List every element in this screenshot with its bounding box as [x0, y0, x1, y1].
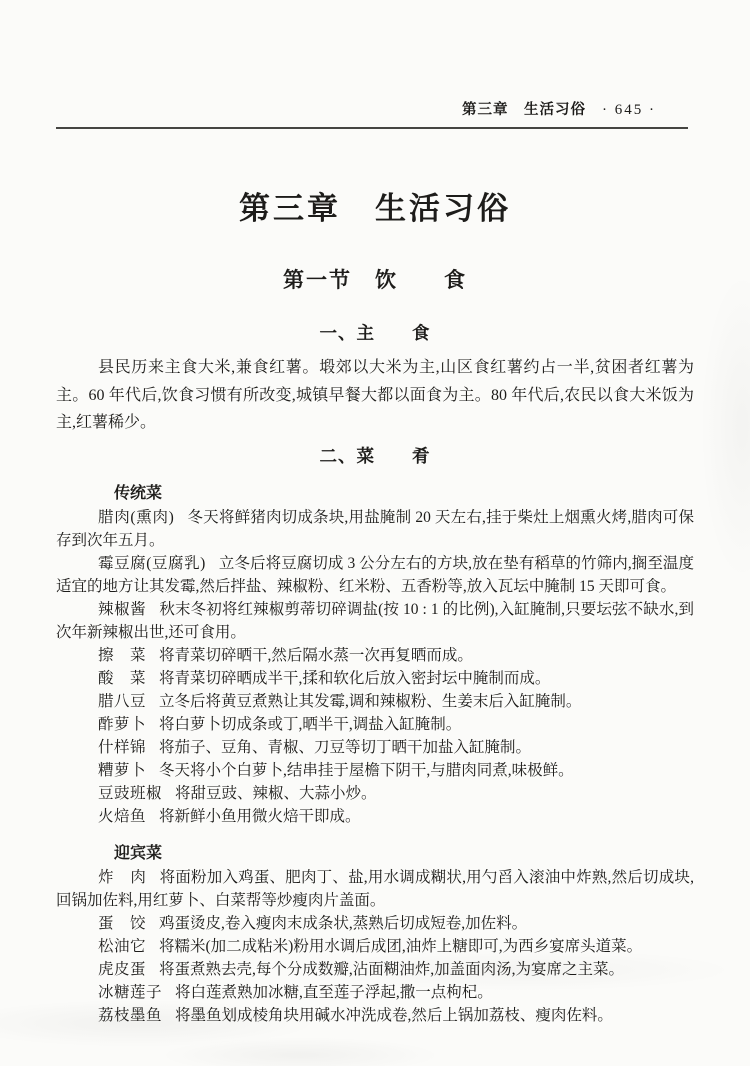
running-header-chapter: 第三章 生活习俗 — [462, 102, 586, 118]
dish-entry — [56, 805, 694, 828]
dish-name: 腊八豆 — [98, 692, 147, 710]
dish-entry — [56, 1004, 694, 1027]
dish-description: 将白莲煮熟加冰糖,直至莲子浮起,撒一点枸杞。 — [175, 983, 493, 1001]
dish-description: 冬天将鲜猪肉切成条块,用盐腌制 20 天左右,挂于柴灶上烟熏火烤,腊肉可保存到次年五月。 — [56, 508, 694, 549]
dish-name: 豆豉班椒 — [98, 784, 163, 802]
subsection-title-staple-food: 一、主 食 — [319, 323, 431, 343]
dish-entry — [56, 690, 694, 713]
dish-entry — [56, 782, 694, 805]
dish-name: 擦 菜 — [98, 646, 147, 664]
group-heading-welcome-dishes: 迎宾菜 — [114, 844, 163, 862]
dish-description: 将墨鱼划成棱角块用碱水冲洗成卷,然后上锅加荔枝、瘦肉佐料。 — [175, 1006, 613, 1024]
dish-name: 松油它 — [98, 937, 147, 955]
dish-name: 酢萝卜 — [98, 715, 147, 733]
dish-description: 秋末冬初将红辣椒剪蒂切碎调盐(按 10 : 1 的比例),入缸腌制,只要坛弦不缺水,到次年新辣椒出世,还可食用。 — [56, 600, 694, 641]
dish-entry — [56, 759, 694, 782]
dish-description: 将茄子、豆角、青椒、刀豆等切丁晒干加盐入缸腌制。 — [159, 738, 532, 756]
dish-entry — [56, 506, 694, 552]
dish-description: 将白萝卜切成条或丁,晒半干,调盐入缸腌制。 — [159, 715, 462, 733]
dish-entry — [56, 736, 694, 759]
dish-name: 霉豆腐(豆腐乳) — [98, 554, 206, 572]
running-header-page-number: · 645 · — [602, 102, 656, 118]
dish-entry — [56, 713, 694, 736]
dish-entry — [56, 958, 694, 981]
dish-entry — [56, 598, 694, 644]
running-header — [462, 101, 656, 119]
dish-description: 将面粉加入鸡蛋、肥肉丁、盐,用水调成糊状,用勺舀入滚油中炸熟,然后切成块,回锅加佐料,用红萝卜、白菜帮等炒瘦肉片盖面。 — [56, 868, 694, 909]
section-title: 第一节 饮 食 — [283, 269, 467, 292]
subsection-title-dishes: 二、菜 肴 — [319, 445, 431, 466]
dish-description: 立冬后将豆腐切成 3 公分左右的方块,放在垫有稻草的竹筛内,搁至温度适宜的地方让其发霉,然后拌盐、辣椒粉、红米粉、五香粉等,放入瓦坛中腌制 15 天即可食。 — [56, 554, 694, 595]
dish-description: 将青菜切碎晒干,然后隔水蒸一次再复晒而成。 — [159, 646, 473, 664]
dish-description: 将青菜切碎晒成半干,揉和软化后放入密封坛中腌制而成。 — [159, 669, 551, 687]
staple-food-paragraph: 县民历来主食大米,兼食红薯。塅郊以大米为主,山区食红薯约占一半,贫困者红薯为主。60 年代后,饮食习惯有所改变,城镇早餐大都以面食为主。80 年代后,农民以食大米饭为主,红薯稀少。 — [56, 359, 694, 431]
dish-entry — [56, 552, 694, 598]
dish-description: 将糯米(加二成粘米)粉用水调后成团,油炸上糖即可,为西乡宴席头道菜。 — [159, 937, 643, 955]
dish-name: 辣椒酱 — [98, 600, 147, 618]
dish-name: 什样锦 — [98, 738, 147, 756]
dish-name: 蛋 饺 — [98, 914, 147, 932]
group-heading-traditional-dishes: 传统菜 — [114, 484, 163, 502]
dish-entry — [56, 981, 694, 1004]
dish-entry — [56, 866, 694, 912]
dish-description: 将蛋煮熟去壳,每个分成数瓣,沾面糊油炸,加盖面肉汤,为宴席之主菜。 — [159, 960, 625, 978]
dish-entry — [56, 912, 694, 935]
dish-entry — [56, 935, 694, 958]
dish-entry — [56, 644, 694, 667]
dish-description: 鸡蛋烫皮,卷入瘦肉末成条状,蒸熟后切成短卷,加佐料。 — [159, 914, 528, 932]
dish-name: 虎皮蛋 — [98, 960, 147, 978]
dish-name: 酸 菜 — [98, 669, 147, 687]
dish-name: 火焙鱼 — [98, 807, 147, 825]
chapter-title: 第三章 生活习俗 — [239, 191, 511, 226]
dish-description: 将甜豆豉、辣椒、大蒜小炒。 — [175, 784, 377, 802]
dish-entry — [56, 667, 694, 690]
header-rule — [56, 127, 688, 129]
dish-name: 冰糖莲子 — [98, 983, 163, 1001]
dish-name: 炸 肉 — [98, 868, 147, 886]
dish-name: 荔枝墨鱼 — [98, 1006, 163, 1024]
dish-description: 立冬后将黄豆煮熟让其发霉,调和辣椒粉、生姜末后入缸腌制。 — [159, 692, 582, 710]
dish-name: 糟萝卜 — [98, 761, 147, 779]
dish-name: 腊肉(熏肉) — [98, 508, 175, 526]
dish-description: 将新鲜小鱼用微火焙干即成。 — [159, 807, 361, 825]
dish-description: 冬天将小个白萝卜,结串挂于屋檐下阴干,与腊肉同煮,味极鲜。 — [159, 761, 574, 779]
